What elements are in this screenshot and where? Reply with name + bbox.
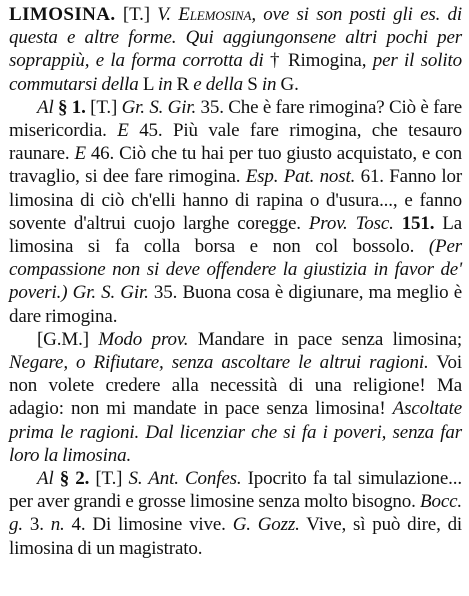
citation-source: E [74,143,86,165]
citation-source: Prov. Tosc. [308,212,394,234]
word-e: e [193,73,202,95]
citation-number: 3. [29,514,44,536]
quotation: Buona cosa è digiunare, ma meglio è dare rimogina. [9,282,462,327]
cross-reference: Elemosina, [178,4,256,25]
quotation: La limosina si fa colla borsa e non col bossolo. [9,212,463,258]
citation-n: n. [50,514,65,536]
gloss: (Per compassione non si deve offendere la giustizia in favor de' poveri.) [9,236,462,304]
entry-definition [9,3,462,96]
example: Voi non volete credere alla necessità di una religione! Ma adagio: non mi mandate in pace senza limosina! [9,352,462,420]
section-number: § 2. [59,468,90,490]
citation-source: E [117,120,129,142]
register-tag: [T.] [90,96,118,118]
register-tag: [G.M.] [37,328,89,350]
section-2 [9,467,462,560]
citation-source: Gr. S. Gir. [121,96,197,118]
phrase: Mandare in pace senza limosina; [197,328,463,350]
definition-text: ove si son posti gli es. di questa e altre forme. Qui aggiungonsene altri pochi per soprappiù, e la forma corrotta di [9,4,463,72]
citation-source: Gr. S. Gir. [72,282,149,304]
quotation: Fanno lor limosina di ciò ch'elli hanno di rapina o d'usura..., e fanno sovente d'altrui cuojo larghe coregge. [9,166,462,234]
citation-number: 35. [200,96,224,118]
phrase-meaning: Negare, o Rifiutare, senza ascoltare le altrui ragioni. [9,352,429,374]
citation-source: G. Gozz. [232,514,300,536]
citation-source: S. Ant. Confes. [128,468,242,490]
citation-number: 61. [360,166,384,188]
definition-text-continued: per il solito commutarsi della [9,50,462,95]
see-marker: V. [157,4,171,25]
quotation: Vive, sì può dire, di limosina di un magistrato. [9,514,463,559]
section-proverb [9,328,462,467]
word-in: in [261,73,277,95]
citation-number: 45. [139,120,163,142]
word-in: in [157,73,173,95]
quotation: Di limosine vive. [92,514,226,536]
dagger-mark: † [270,50,282,72]
letter-r: R [176,73,190,95]
quotation: Più vale fare rimogina, che tesauro raunare. [9,120,462,165]
citation-source: Bocc. g. [9,491,463,536]
word-della: della [205,73,244,95]
letter-s: S [247,73,258,95]
citation-source: Esp. Pat. nost. [245,166,356,188]
section-lead: Al [37,468,54,490]
quotation: Ciò che tu hai per tuo giusto acquistato, e con travaglio, si dee fare rimogina. [9,143,463,188]
citation-number: 46. [90,143,115,165]
quotation: Ipocrito fa tal simulazione... per aver grandi e grosse limosine senza molto bisogno. [9,468,462,513]
letter-g: G. [280,73,299,95]
register-tag: [T.] [95,468,123,490]
variant-form: Rimogina, [287,50,367,72]
citation-number: 151. [401,212,435,234]
quotation: Che è fare rimogina? Ciò è fare misericordia. [9,96,463,142]
explanation: Ascoltate prima le ragioni. Dal licenziar che si fa i poveri, senza far loro la limosina. [9,398,462,466]
citation-number: 35. [153,282,178,304]
citation-number: 4. [71,514,86,536]
usage-label: Modo prov. [98,328,189,350]
letter-l: L [142,73,154,95]
register-tag: [T.] [122,4,150,25]
section-1 [9,96,462,328]
section-lead: Al [37,96,54,118]
headword: LIMOSINA. [9,4,116,25]
section-number: § 1. [58,96,86,118]
